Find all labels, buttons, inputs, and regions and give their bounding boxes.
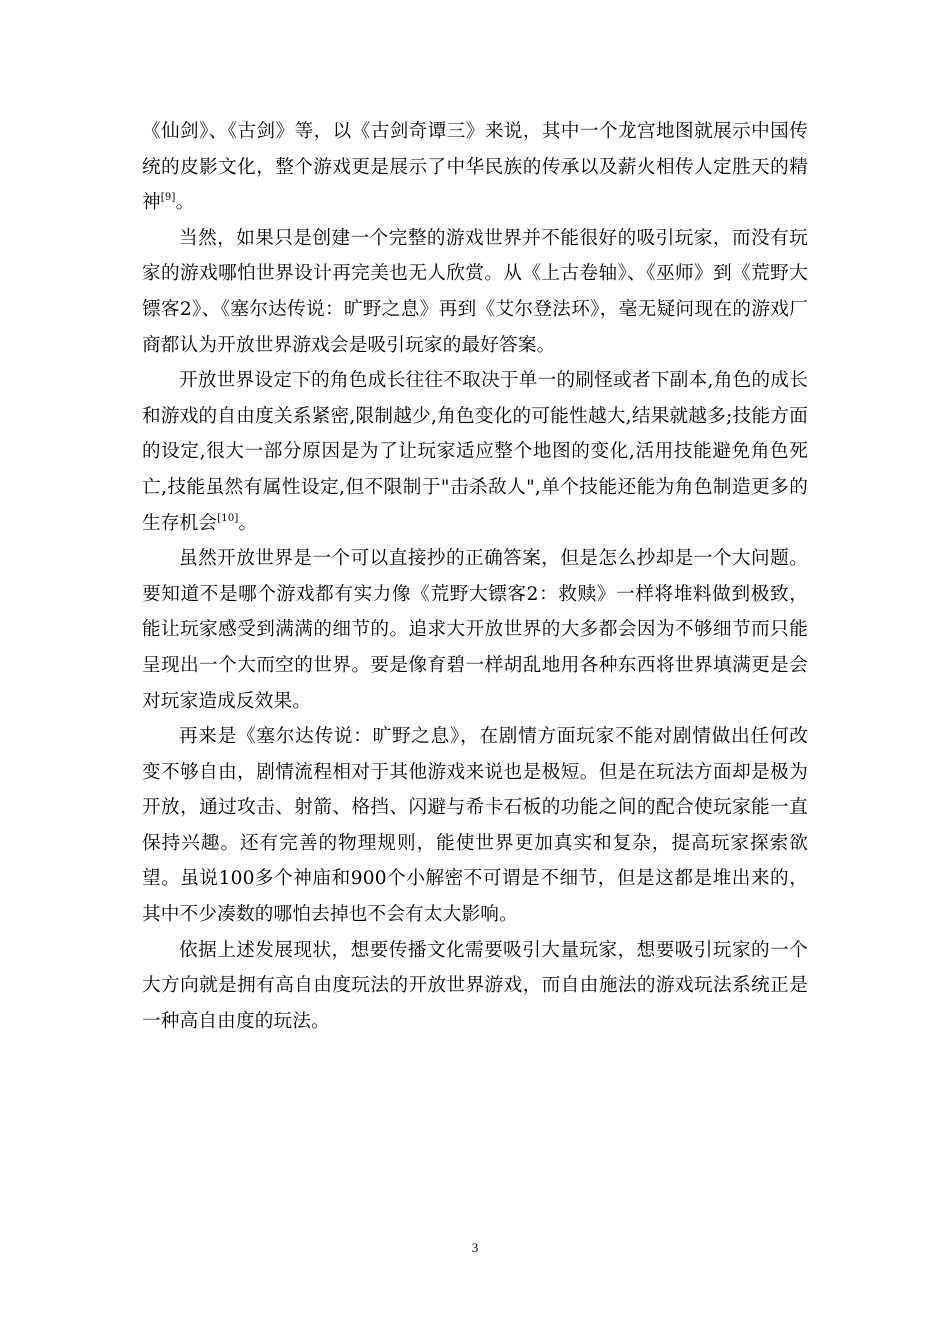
paragraph-1-tail: 。	[175, 192, 195, 214]
paragraph-6	[142, 933, 808, 1040]
page-number: 3	[471, 1240, 479, 1255]
paragraph-1-text: 《仙剑》、《古剑》等，以《古剑奇谭三》来说，其中一个龙宫地图就展示中国传统的皮影文化，整个游戏更是展示了中华民族的传承以及薪火相传人定胜天的精神	[142, 121, 808, 214]
citation-9: [9]	[160, 192, 176, 204]
paragraph-2-text: 当然，如果只是创建一个完整的游戏世界并不能很好的吸引玩家，而没有玩家的游戏哪怕世界设计再完美也无人欣赏。从《上古卷轴》、《巫师》到《荒野大镖客2》、《塞尔达传说：旷野之息》再到《艾尔登法环》，毫无疑问现在的游戏厂商都认为开放世界游戏会是吸引玩家的最好答案。	[142, 227, 808, 356]
paragraph-3-tail: 。	[238, 512, 258, 534]
paragraph-5	[142, 719, 808, 933]
paragraph-1	[142, 114, 808, 221]
paragraph-3	[142, 363, 808, 541]
paragraph-3-text: 开放世界设定下的角色成长往往不取决于单一的刷怪或者下副本,角色的成长和游戏的自由度关系紧密,限制越少,角色变化的可能性越大,结果就越多;技能方面的设定,很大一部分原因是为了让玩家适应整个地图的变化,活用技能避免角色死亡,技能虽然有属性设定,但不限制于"击杀敌人",单个技能还能为角色制造更多的生存机会	[142, 370, 808, 534]
paragraph-2	[142, 221, 808, 363]
paragraph-4	[142, 541, 808, 719]
body-text	[142, 114, 808, 1039]
citation-10: [10]	[217, 512, 239, 524]
paragraph-4-text: 虽然开放世界是一个可以直接抄的正确答案，但是怎么抄却是一个大问题。要知道不是哪个游戏都有实力像《荒野大镖客2：救赎》一样将堆料做到极致，能让玩家感受到满满的细节的。追求大开放世界的大多都会因为不够细节而只能呈现出一个大而空的世界。要是像育碧一样胡乱地用各种东西将世界填满更是会对玩家造成反效果。	[142, 548, 808, 712]
paragraph-6-text: 依据上述发展现状，想要传播文化需要吸引大量玩家，想要吸引玩家的一个大方向就是拥有高自由度玩法的开放世界游戏，而自由施法的游戏玩法系统正是一种高自由度的玩法。	[142, 939, 808, 1032]
paragraph-5-text: 再来是《塞尔达传说：旷野之息》，在剧情方面玩家不能对剧情做出任何改变不够自由，剧情流程相对于其他游戏来说也是极短。但是在玩法方面却是极为开放，通过攻击、射箭、格挡、闪避与希卡石板的功能之间的配合使玩家能一直保持兴趣。还有完善的物理规则，能使世界更加真实和复杂，提高玩家探索欲望。虽说100多个神庙和900个小解密不可谓是不细节，但是这都是堆出来的，其中不少凑数的哪怕去掉也不会有太大影响。	[142, 726, 808, 926]
